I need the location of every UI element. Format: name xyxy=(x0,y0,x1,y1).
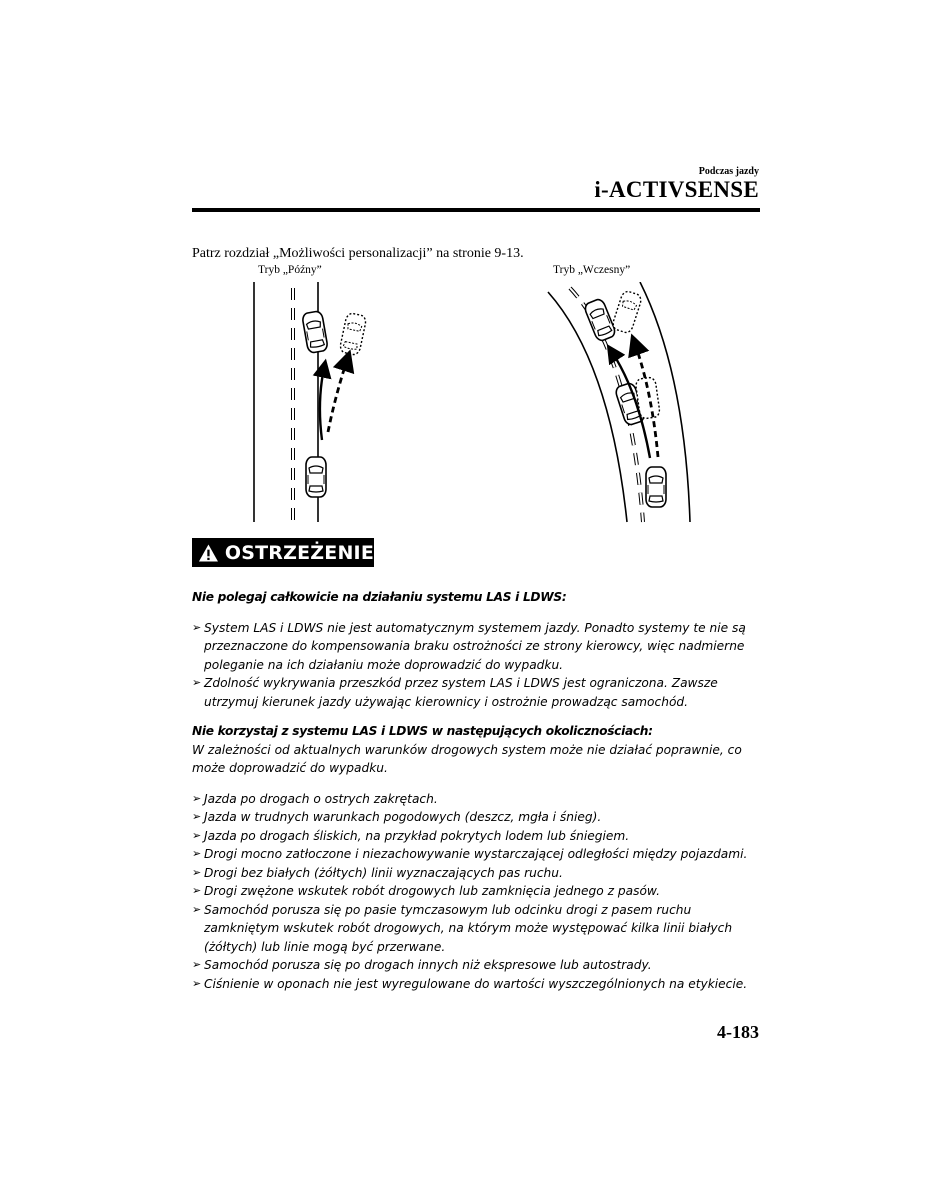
bullet-arrow-icon: ➢ xyxy=(192,884,202,897)
warning-banner xyxy=(192,538,374,567)
bullet-arrow-icon: ➢ xyxy=(192,676,202,689)
list-item: ➢ Jazda po drogach o ostrych zakrętach. xyxy=(192,790,760,809)
bullet-arrow-icon: ➢ xyxy=(192,810,202,823)
section-label: Podczas jazdy xyxy=(698,166,759,177)
page-number: 4-183 xyxy=(717,1022,759,1042)
warning-heading-2: Nie korzystaj z systemu LAS i LDWS w następujących okolicznościach: xyxy=(192,724,653,738)
list-item: ➢ Drogi bez białych (żółtych) linii wyznaczających pas ruchu. xyxy=(192,864,760,883)
bullet-arrow-icon: ➢ xyxy=(192,865,202,879)
bullet-arrow-icon: ➢ xyxy=(192,847,202,860)
list-item: ➢ Samochód porusza się po drogach innych niż ekspresowe lub autostrady. xyxy=(192,956,760,975)
car-early-position xyxy=(583,298,617,343)
list-item: ➢ Drogi mocno zatłoczone i niezachowywanie wystarczającej odległości między pojazdami. xyxy=(192,845,760,864)
car-lane-departure-ghost xyxy=(339,312,367,355)
bullet-arrow-icon: ➢ xyxy=(192,902,202,916)
chapter-title: i-ACTIVSENSE xyxy=(594,177,759,202)
path-arrow-solid xyxy=(320,368,324,440)
list-item: ➢ System LAS i LDWS nie jest automatycznym systemem jazdy. Ponadto systemy te nie są przeznaczone do kompensowania braku ostrożności ze strony kierowcy, więc nadmierne poleganie na ich działaniu może doprowadzić do wypadku. xyxy=(192,619,760,675)
bullet-arrow-icon: ➢ xyxy=(192,620,202,634)
late-mode-diagram xyxy=(240,282,390,524)
header-rule xyxy=(192,208,760,212)
path-arrow-dashed xyxy=(328,360,347,432)
car-late-position xyxy=(302,311,329,354)
warning-title: OSTRZEŻENIE xyxy=(224,541,374,564)
early-mode-label: Tryb „Wczesny” xyxy=(553,264,631,276)
warning-triangle-icon xyxy=(198,543,219,563)
warning-heading-1: Nie polegaj całkowicie na działaniu systemu LAS i LDWS: xyxy=(192,590,567,604)
bullet-arrow-icon: ➢ xyxy=(192,828,202,842)
car-early-ghost xyxy=(611,290,642,334)
bullet-arrow-icon: ➢ xyxy=(192,976,202,990)
early-mode-diagram xyxy=(540,282,700,524)
bullet-arrow-icon: ➢ xyxy=(192,958,202,971)
list-item: ➢ Drogi zwężone wskutek robót drogowych lub zamknięcia jednego z pasów. xyxy=(192,882,760,901)
list-item: ➢ Ciśnienie w oponach nie jest wyregulowane do wartości wyszczególnionych na etykiecie. xyxy=(192,975,760,994)
warning-paragraph: W zależności od aktualnych warunków drogowych system może nie działać poprawnie, co może doprowadzić do wypadku. xyxy=(192,742,742,775)
late-mode-label: Tryb „Późny” xyxy=(258,264,322,276)
car-start-position-curve xyxy=(646,467,666,507)
intro-paragraph: Patrz rozdział „Możliwości personalizacji” na stronie 9-13. xyxy=(192,246,524,261)
car-start-position xyxy=(306,457,326,497)
bullet-arrow-icon: ➢ xyxy=(192,791,202,805)
list-item: ➢ Jazda po drogach śliskich, na przykład pokrytych lodem lub śniegiem. xyxy=(192,827,760,846)
warning-body xyxy=(192,588,760,993)
list-item: ➢ Jazda w trudnych warunkach pogodowych (deszcz, mgła i śnieg). xyxy=(192,808,760,827)
list-item: ➢ Zdolność wykrywania przeszkód przez system LAS i LDWS jest ograniczona. Zawsze utrzymuj kierunek jazdy używając kierownicy i ostrożnie prowadząc samochód. xyxy=(192,674,760,711)
list-item: ➢ Samochód porusza się po pasie tymczasowym lub odcinku drogi z pasem ruchu zamkniętym wskutek robót drogowych, na którym może występować kilka linii białych (żółtych) lub linie mogą być przerwane. xyxy=(192,901,760,957)
